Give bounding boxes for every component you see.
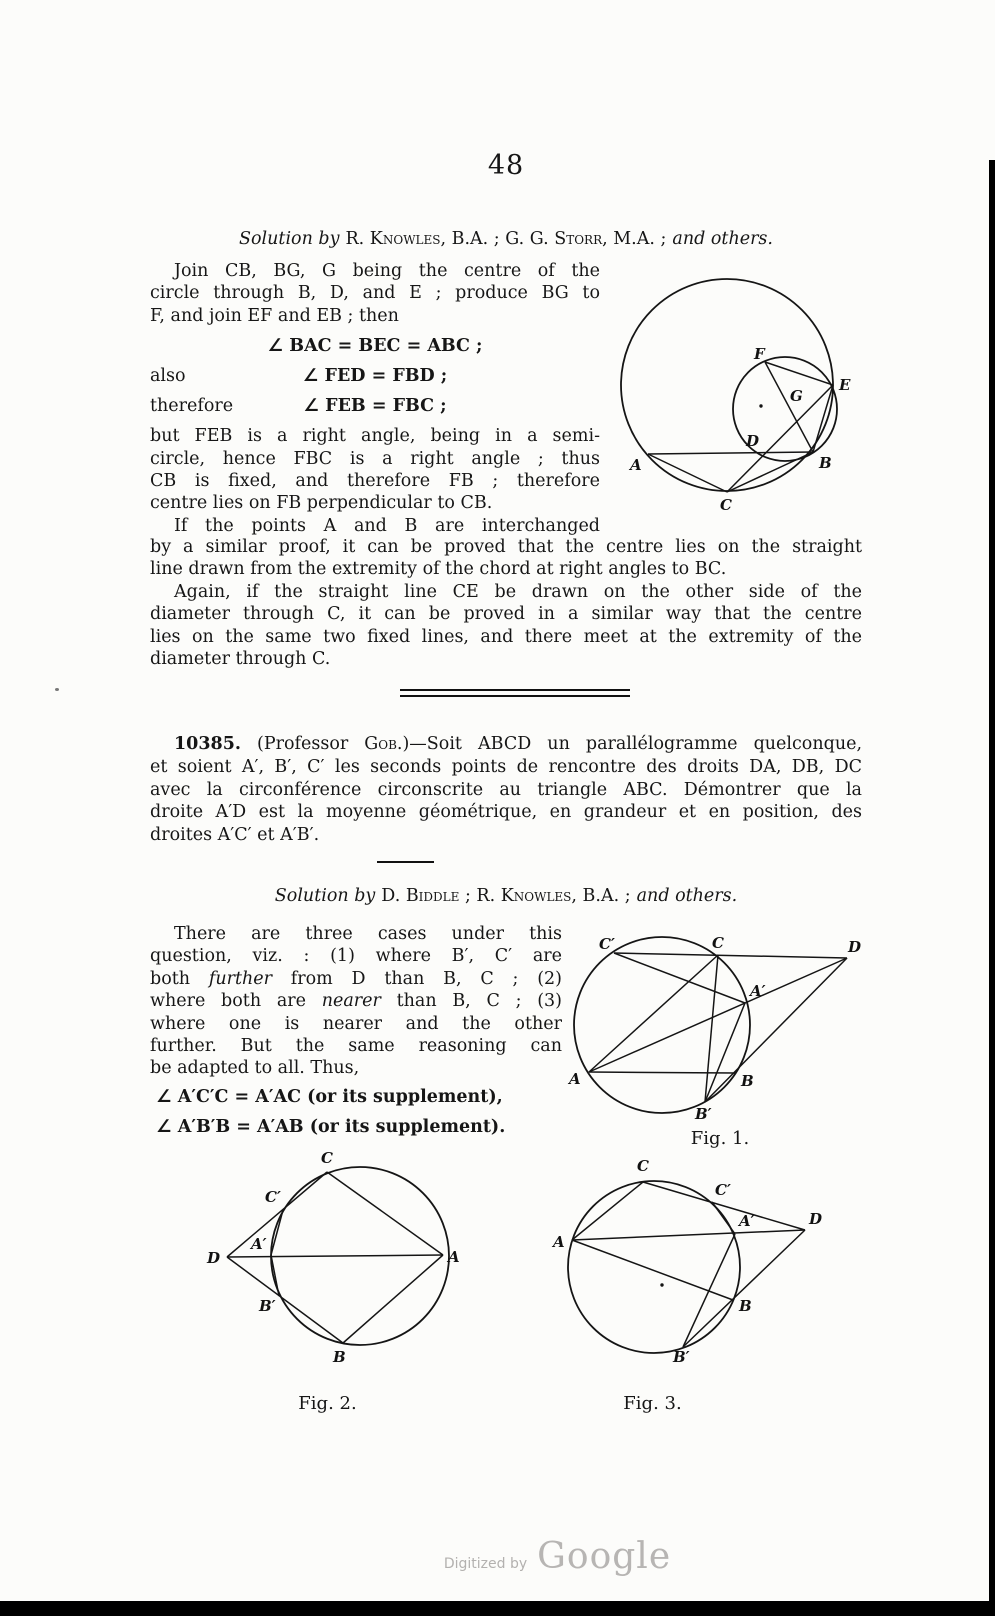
construction-line [227,1257,343,1343]
solution1-full-width [150,536,862,670]
point-label-A: A [569,1070,581,1088]
construction-line [327,1172,443,1255]
construction-line [589,1072,735,1073]
point-label-B: B [819,454,832,472]
construction-line [712,1202,735,1234]
text-line: CB is fixed, and therefore FB ; therefore [150,471,600,492]
byline-tail: and others. [672,229,773,249]
equation-bac: ∠ BAC = BEC = ABC ; [267,336,483,357]
angle-symbol: ∠ [156,1116,172,1137]
text-line: diameter through C. [150,649,331,670]
point-label-B-prime: B′ [673,1348,690,1366]
google-watermark: Google [537,1536,672,1577]
text-line: droites A′C′ et A′B′. [150,825,320,846]
construction-line [705,958,847,1102]
point-label-D: D [207,1249,221,1267]
text-line: F, and join EF and EB ; then [150,305,399,326]
text-line: question, viz. : (1) where B′, C′ are [150,946,562,967]
text-line: avec la circonférence circonscrite au triangle ABC. Démontrer que la [150,779,862,800]
point-label-B: B [741,1072,754,1090]
point-label-A: A [553,1233,565,1251]
page-number: 48 [487,150,525,181]
byline-lead: Solution by [274,886,376,906]
geometry-diagram-fig3 [545,1155,830,1380]
construction-line [648,454,727,492]
construction-line [648,452,813,454]
scan-edge-right [989,160,995,1601]
solution1-again-paragraph [150,581,862,671]
geometry-diagram-two-circles [600,262,885,512]
text-line: further. But the same reasoning can [150,1036,562,1057]
equation-prefix-also: also [150,366,186,387]
equation-abb: ∠ A′B′B = A′AB (or its supplement). [156,1116,506,1137]
solution1-paragraph-2 [150,425,600,537]
text-line: Again, if the straight line CE be drawn on the other side of the [174,581,862,602]
text-line: where both are nearer than B, C ; (3) [150,991,562,1012]
byline-authors: R. Knowles, B.A. ; G. G. Storr, M.A. ; [345,229,667,249]
text-line: by a similar proof, it can be proved that the centre lies on the straight [150,537,862,557]
solution2-paragraph [150,923,562,1080]
equation-acc: ∠ A′C′C = A′AC (or its supplement), [156,1086,503,1107]
point-label-A: A [630,456,642,474]
text-line: droite A′D est la moyenne géométrique, en grandeur et en position, des [150,802,862,823]
construction-line [614,953,847,958]
digitized-by-text: Digitized by [443,1556,528,1572]
figure-2 [185,1150,470,1385]
point-label-D: D [746,432,760,450]
angle-symbol: ∠ [303,396,320,417]
point-label-B-prime: B′ [259,1297,276,1315]
point-label-C: C [321,1150,333,1167]
angle-symbol: ∠ [302,366,319,387]
text-line: but FEB is a right angle, being in a semi- [150,426,600,447]
figure-2-caption: Fig. 2. [298,1393,357,1414]
circle-outline [574,937,750,1113]
text-line: lies on the same two fixed lines, and there meet at the extremity of the [150,626,862,647]
point-label-E: E [839,376,851,394]
equation-feb: ∠ FEB = FBC ; [303,396,447,417]
equation-row-3 [150,395,600,417]
figure-first-solution [600,262,885,512]
point-label-B: B [333,1348,346,1366]
construction-line [572,1230,805,1240]
construction-line [227,1172,327,1257]
construction-line [227,1255,443,1257]
ink-speck [55,688,59,691]
point-label-D: D [809,1210,823,1228]
solution1-left-column [150,260,600,537]
short-rule-divider [377,861,434,863]
point-label-C: C [712,935,724,952]
construction-line [705,955,718,1102]
construction-line [271,1210,283,1255]
geometry-diagram-fig1 [555,935,885,1125]
text-line: 10385. (Professor Gob.)—Soit ABCD un parallélogramme quelconque, [174,734,863,754]
text-line: line drawn from the extremity of the chord at right angles to BC. [150,559,727,580]
figure-1 [555,935,885,1125]
circle-outline [568,1181,740,1353]
point-label-A: A [448,1248,460,1266]
byline-lead: Solution by [239,229,340,249]
text-line: diameter through C, it can be proved in a similar way that the centre [150,604,862,625]
construction-line [589,955,718,1072]
problem-10385 [150,733,862,847]
figure-3-caption: Fig. 3. [623,1393,682,1414]
point-label-C-prime: C′ [715,1181,731,1199]
equation-row-2 [150,365,600,387]
text-line: circle, hence FBC is a right angle ; thus [150,448,600,469]
text-line: be adapted to all. Thus, [150,1058,360,1079]
text-line: Join CB, BG, G being the centre of the [174,261,600,281]
point-label-A-prime: A′ [251,1235,267,1253]
construction-line [589,958,847,1072]
angle-symbol: ∠ [267,336,284,357]
solution1-paragraph-1 [150,260,600,327]
point-label-A-prime: A′ [750,982,766,1000]
construction-line [343,1255,443,1343]
figure-3 [545,1155,830,1380]
equation-row-1 [150,335,600,357]
point-label-B-prime: B′ [695,1105,712,1123]
figure-1-caption: Fig. 1. [690,1128,750,1149]
angle-symbol: ∠ [156,1086,172,1107]
text-line: centre lies on FB perpendicular to CB. [150,493,493,514]
point-label-C: C [720,496,732,512]
geometry-diagram-fig2 [185,1150,470,1385]
centre-dot [660,1283,663,1286]
point-label-A-prime: A′ [739,1212,755,1230]
equation-fed: ∠ FED = FBD ; [302,366,448,387]
byline-authors: D. Biddle ; R. Knowles, B.A. ; [381,886,631,906]
text-line: both further from D than B, C ; (2) [150,968,563,989]
text-line: et soient A′, B′, C′ les seconds points de rencontre des droits DA, DB, DC [150,756,862,777]
point-label-C: C [637,1157,649,1175]
equation-prefix-therefore: therefore [150,396,234,417]
scan-edge-bottom [0,1601,995,1616]
text-line: If the points A and B are interchanged [174,515,600,536]
text-line: circle through B, D, and E ; produce BG to [150,283,600,304]
point-label-B: B [739,1297,752,1315]
double-rule-divider [400,689,630,697]
centre-dot [759,404,762,407]
digitization-footer [0,1536,995,1577]
text-line: where one is nearer and the other [150,1013,562,1034]
solution2-left-column [150,923,562,1140]
solution1-continuation [150,536,862,581]
byline-tail: and others. [636,886,738,906]
solution-byline-2 [150,886,862,906]
point-label-F: F [754,345,765,363]
solution-byline-1 [150,229,862,249]
text-line: There are three cases under this [174,924,562,944]
point-label-D: D [848,938,862,956]
construction-line [572,1182,643,1240]
construction-line [614,953,745,1003]
point-label-C-prime: C′ [599,935,615,953]
point-label-G: G [790,387,803,405]
point-label-C-prime: C′ [265,1188,281,1206]
construction-line [683,1234,735,1347]
